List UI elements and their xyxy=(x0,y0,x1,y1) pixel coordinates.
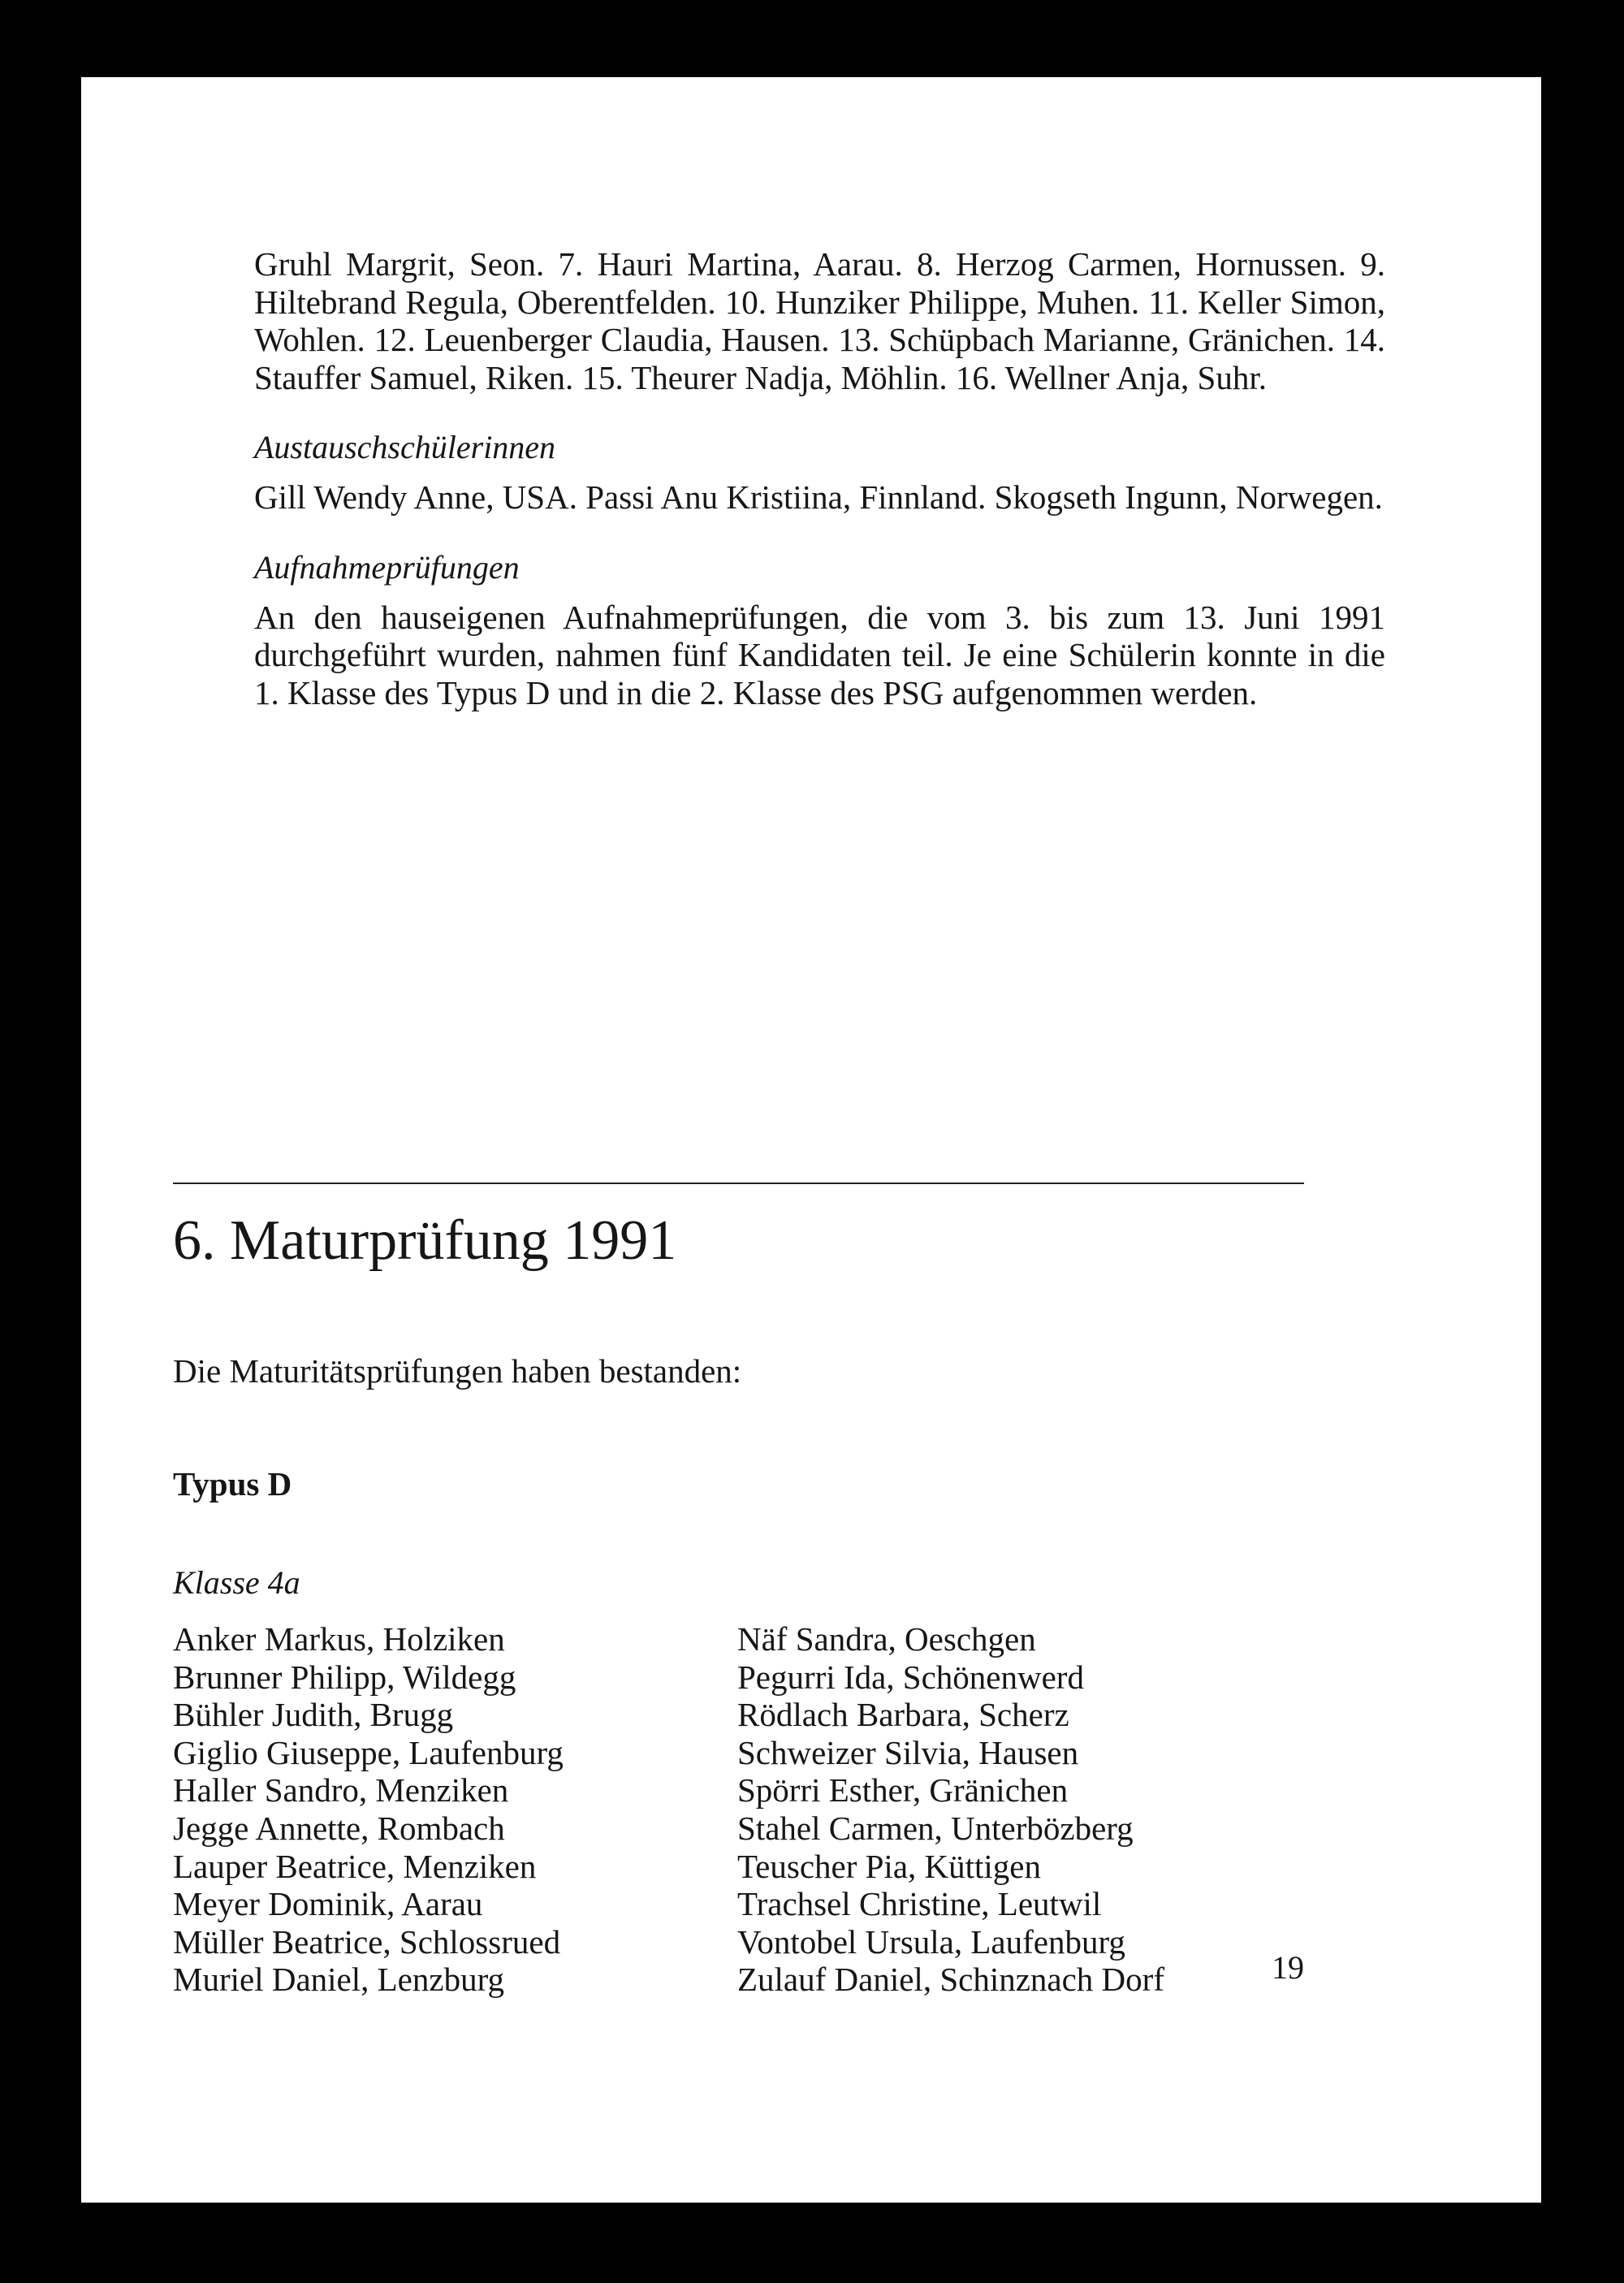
exchange-students-paragraph: Gill Wendy Anne, USA. Passi Anu Kristiina, Finnland. Skogseth Ingunn, Norwegen. xyxy=(254,478,1383,516)
list-item: Muriel Daniel, Lenzburg xyxy=(173,1961,504,1999)
list-item: Trachsel Christine, Leutwil xyxy=(737,1885,1102,1923)
list-item: Brunner Philipp, Wildegg xyxy=(173,1658,516,1696)
list-item: Haller Sandro, Menziken xyxy=(173,1771,509,1810)
graduates-list-left xyxy=(173,1620,564,1999)
list-item: Stahel Carmen, Unterbözberg xyxy=(737,1809,1134,1847)
list-item: Spörri Esther, Gränichen xyxy=(737,1771,1069,1810)
list-item: Schweizer Silvia, Hausen xyxy=(737,1733,1079,1771)
section-divider xyxy=(173,1183,1304,1184)
list-item: Bühler Judith, Brugg xyxy=(173,1696,454,1734)
list-item: Zulauf Daniel, Schinznach Dorf xyxy=(737,1961,1164,1999)
student-list-paragraph: Gruhl Margrit, Seon. 7. Hauri Martina, Aarau. 8. Herzog Carmen, Hornussen. 9. Hiltebrand Regula, Oberentfelden. 10. Hunziker Philippe, Muhen. 11. Keller Simon, Wohlen. 12. Leuenberger Claudia, Hausen. 13. Schüpbach Marianne, Gränichen. 14. Stauffer Samuel, Riken. 15. Theurer Nadja, Möhlin. 16. Wellner Anja, Suhr. xyxy=(254,245,1385,396)
list-item: Teuscher Pia, Küttigen xyxy=(737,1847,1042,1885)
typus-heading: Typus D xyxy=(173,1465,292,1503)
list-item: Vontobel Ursula, Laufenburg xyxy=(737,1922,1125,1961)
section-title: 6. Maturprüfung 1991 xyxy=(173,1209,677,1272)
list-item: Müller Beatrice, Schlossrued xyxy=(173,1922,561,1961)
list-item: Näf Sandra, Oeschgen xyxy=(737,1620,1036,1658)
admission-exams-heading: Aufnahmeprüfungen xyxy=(254,548,520,586)
list-item: Anker Markus, Holziken xyxy=(173,1620,505,1658)
list-item: Rödlach Barbara, Scherz xyxy=(737,1696,1069,1734)
admission-exams-paragraph: An den hauseigenen Aufnahmeprüfungen, die vom 3. bis zum 13. Juni 1991 durchgeführt wurden, nahmen fünf Kandidaten teil. Je eine Schülerin konnte in die 1. Klasse des Typus D und in die 2. Klasse des PSG aufgenommen werden. xyxy=(254,598,1385,711)
list-item: Pegurri Ida, Schönenwerd xyxy=(737,1658,1084,1696)
list-item: Lauper Beatrice, Menziken xyxy=(173,1847,537,1885)
section-intro: Die Maturitätsprüfungen haben bestanden: xyxy=(173,1352,742,1390)
list-item: Meyer Dominik, Aarau xyxy=(173,1885,483,1923)
exchange-students-heading: Austauschschülerinnen xyxy=(254,429,556,465)
page-number: 19 xyxy=(1272,1949,1304,1986)
list-item: Giglio Giuseppe, Laufenburg xyxy=(173,1733,564,1771)
list-item: Jegge Annette, Rombach xyxy=(173,1809,505,1847)
class-heading: Klasse 4a xyxy=(173,1564,300,1601)
upper-text-block xyxy=(254,245,1385,711)
graduates-list-right xyxy=(737,1620,1164,1999)
